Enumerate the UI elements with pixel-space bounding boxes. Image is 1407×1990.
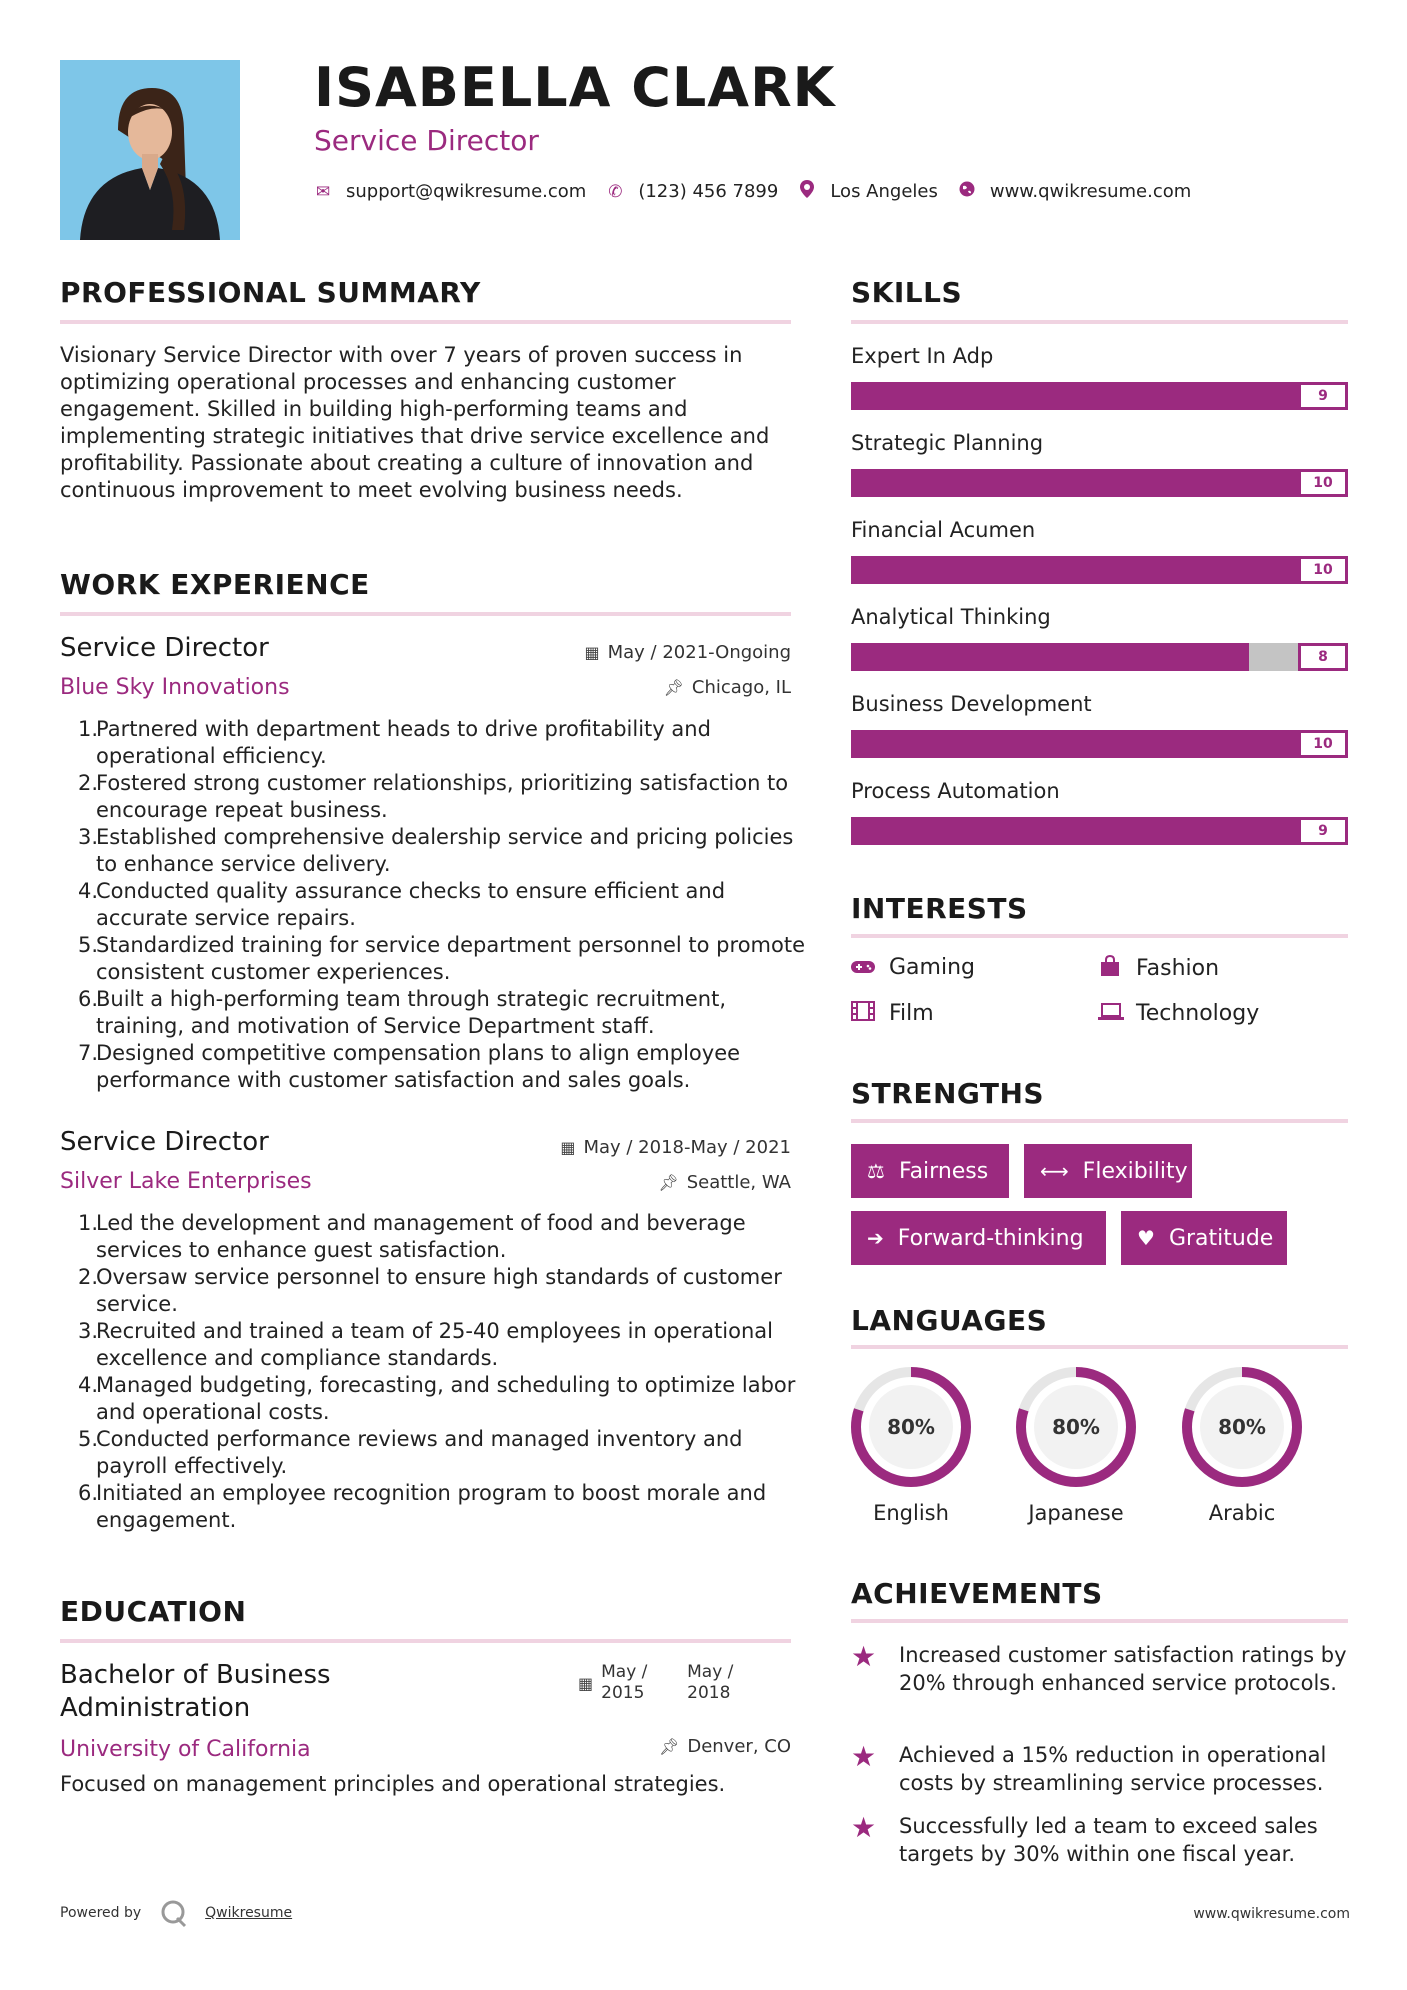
skill-bar [851, 469, 1348, 497]
contact-email-text: support@qwikresume.com [346, 181, 587, 202]
list-item: Recruited and trained a team of 25-40 employees in operational excellence and compliance standards. [96, 1319, 773, 1370]
job-dates [585, 642, 792, 663]
language-name: English [873, 1501, 949, 1525]
list-item: Built a high-performing team through strategic recruitment, training, and motivation of Service Department staff. [96, 987, 726, 1038]
qwikresume-logo-icon [159, 1898, 189, 1928]
skill-level-badge: 10 [1298, 556, 1348, 584]
powered-by-text: Powered by [60, 1905, 142, 1921]
skills-heading: SKILLS [851, 276, 963, 309]
arrows-horizontal-icon: ⟷ [1040, 1159, 1069, 1183]
language-ring [1180, 1365, 1304, 1489]
edu-start [601, 1662, 687, 1704]
job-title: Service Director [60, 633, 269, 663]
list-item: Designed competitive compensation plans to align employee performance with customer satisfaction and sales goals. [96, 1041, 741, 1092]
language-name: Arabic [1208, 1501, 1276, 1525]
job-bullets [78, 1210, 818, 1534]
interest-label: Technology [1136, 1001, 1260, 1026]
contact-phone[interactable] [606, 181, 778, 202]
profile-photo [60, 60, 240, 240]
list-item: Conducted performance reviews and managed inventory and payroll effectively. [96, 1427, 743, 1478]
experience-heading: WORK EXPERIENCE [60, 568, 370, 601]
pin-icon: 📌︎ [659, 1737, 680, 1756]
skill-label: Financial Acumen [851, 518, 1036, 542]
language-ring [849, 1365, 973, 1489]
edu-location [659, 1736, 791, 1757]
edu-dates [578, 1662, 747, 1704]
language-percent: 80% [1052, 1415, 1100, 1439]
star-icon: ★ [851, 1740, 877, 1773]
interest-fashion [1098, 955, 1219, 982]
job-bullets [78, 716, 818, 1094]
school-name: University of California [60, 1737, 311, 1762]
list-item: Established comprehensive dealership service and pricing policies to enhance service delivery. [96, 825, 794, 876]
edu-end-year: 2018 [687, 1683, 731, 1703]
list-item: Fostered strong customer relationships, prioritizing satisfaction to encourage repeat business. [96, 771, 789, 822]
skill-bar [851, 556, 1348, 584]
envelope-icon: ✉ [315, 181, 331, 202]
job-dates-text: May / 2021-Ongoing [607, 642, 791, 663]
strength-label: Forward-thinking [897, 1225, 1084, 1251]
contact-phone-text: (123) 456 7899 [638, 181, 779, 202]
achievement-text: Increased customer satisfaction ratings by 20% through enhanced service protocols. [899, 1643, 1347, 1695]
strength-label: Fairness [898, 1158, 989, 1184]
summary-text: Visionary Service Director with over 7 years of proven success in optimizing operational processes and enhancing customer engagement. Skilled in building high-performing teams and implementing strategic initiatives that drive service excellence and profitability. Passionate about creating a culture of innovation and continuous improvement to meet evolving business needs. [60, 343, 770, 502]
edu-end-month: May / [687, 1662, 734, 1682]
skill-label: Expert In Adp [851, 344, 994, 368]
skill-level-badge: 8 [1298, 643, 1348, 671]
strength-label: Flexibility [1082, 1158, 1188, 1184]
edu-location-text: Denver, CO [687, 1736, 791, 1757]
job-location-text: Seattle, WA [686, 1172, 791, 1193]
achievement-item [851, 1641, 1351, 1697]
map-marker-icon [798, 180, 816, 203]
job-dates-text: May / 2018-May / 2021 [583, 1137, 791, 1158]
strength-tag-forward-thinking [851, 1211, 1106, 1265]
education-divider [60, 1639, 791, 1643]
skill-level-badge: 10 [1298, 730, 1348, 758]
edu-start-month: May / [601, 1662, 648, 1682]
edu-description: Focused on management principles and operational strategies. [60, 1772, 726, 1796]
brand-link[interactable]: Qwikresume [205, 1905, 293, 1921]
list-item: Partnered with department heads to drive profitability and operational efficiency. [96, 717, 711, 768]
strengths-heading: STRENGTHS [851, 1077, 1045, 1110]
job-dates [560, 1137, 791, 1158]
contact-bar [314, 180, 1211, 203]
film-icon [851, 1001, 875, 1026]
footer-powered-by [60, 1898, 292, 1928]
summary-heading: PROFESSIONAL SUMMARY [60, 276, 481, 309]
edu-end [687, 1662, 747, 1704]
globe-icon [958, 181, 976, 202]
achievement-text: Achieved a 15% reduction in operational costs by streamlining service processes. [899, 1743, 1327, 1795]
strength-label: Gratitude [1168, 1225, 1274, 1251]
experience-divider [60, 612, 791, 616]
pin-icon: 📌︎ [658, 1173, 679, 1192]
achievements-divider [851, 1619, 1348, 1623]
contact-email[interactable] [314, 181, 586, 202]
interest-label: Gaming [889, 955, 975, 980]
interests-heading: INTERESTS [851, 892, 1028, 925]
skill-bar [851, 817, 1348, 845]
skill-bar-fill [851, 730, 1348, 758]
strength-tag-gratitude [1121, 1211, 1287, 1265]
languages-divider [851, 1345, 1348, 1349]
list-item: Led the development and management of food and beverage services to enhance guest satisfaction. [96, 1211, 746, 1262]
language-name: Japanese [1028, 1501, 1124, 1525]
laptop-icon [1098, 1002, 1122, 1026]
skill-level-badge: 9 [1298, 817, 1348, 845]
skill-label: Strategic Planning [851, 431, 1044, 455]
candidate-name: ISABELLA CLARK [314, 56, 836, 119]
gamepad-icon [851, 956, 875, 980]
education-heading: EDUCATION [60, 1595, 247, 1628]
strength-tag-flexibility [1024, 1144, 1192, 1198]
phone-icon: ✆ [608, 181, 623, 202]
list-item: Oversaw service personnel to ensure high standards of customer service. [96, 1265, 782, 1316]
language-ring [1014, 1365, 1138, 1489]
interest-label: Film [889, 1001, 934, 1026]
language-percent: 80% [1218, 1415, 1266, 1439]
edu-start-year: 2015 [601, 1683, 645, 1703]
list-item: Standardized training for service department personnel to promote consistent customer experiences. [96, 933, 805, 984]
skill-level-badge: 9 [1298, 382, 1348, 410]
strengths-divider [851, 1119, 1348, 1123]
language-percent: 80% [887, 1415, 935, 1439]
company-name: Blue Sky Innovations [60, 675, 290, 700]
shopping-bag-icon [1098, 955, 1122, 982]
achievements-heading: ACHIEVEMENTS [851, 1577, 1103, 1610]
language-item [849, 1365, 973, 1525]
contact-location [798, 180, 938, 203]
skill-bar-fill [851, 643, 1249, 671]
skill-bar-fill [851, 469, 1348, 497]
calendar-icon: ▦ [584, 643, 600, 662]
skill-label: Process Automation [851, 779, 1060, 803]
job-title: Service Director [60, 1127, 269, 1157]
calendar-icon: ▦ [560, 1138, 576, 1157]
language-item [1014, 1365, 1138, 1525]
skills-divider [851, 320, 1348, 324]
summary-divider [60, 320, 791, 324]
interest-label: Fashion [1136, 956, 1220, 981]
achievement-item [851, 1812, 1351, 1868]
job-location [664, 677, 791, 698]
company-name: Silver Lake Enterprises [60, 1169, 312, 1194]
interests-divider [851, 934, 1348, 938]
interest-film [851, 1001, 934, 1026]
arrow-right-icon: ➔ [867, 1226, 884, 1250]
calendar-icon: ▦ [578, 1673, 594, 1693]
skill-label: Business Development [851, 692, 1092, 716]
list-item: Initiated an employee recognition program to boost morale and engagement. [96, 1481, 767, 1532]
skill-bar [851, 643, 1348, 671]
job-location [658, 1172, 791, 1193]
star-icon: ★ [851, 1811, 877, 1844]
star-icon: ★ [851, 1640, 877, 1673]
pin-icon: 📌︎ [663, 678, 684, 697]
achievement-item [851, 1741, 1351, 1797]
interest-technology [1098, 1001, 1259, 1026]
strength-tag-fairness [851, 1144, 1009, 1198]
contact-website-text: www.qwikresume.com [989, 181, 1192, 202]
language-item [1180, 1365, 1304, 1525]
list-item: Managed budgeting, forecasting, and scheduling to optimize labor and operational costs. [96, 1373, 796, 1424]
skill-label: Analytical Thinking [851, 605, 1051, 629]
interest-gaming [851, 955, 975, 980]
balance-scale-icon: ⚖ [867, 1159, 885, 1183]
achievement-text: Successfully led a team to exceed sales targets by 30% within one fiscal year. [899, 1814, 1318, 1866]
skill-level-badge: 10 [1298, 469, 1348, 497]
languages-heading: LANGUAGES [851, 1304, 1048, 1337]
job-location-text: Chicago, IL [691, 677, 791, 698]
skill-bar [851, 730, 1348, 758]
heart-icon: ♥ [1137, 1226, 1155, 1250]
degree-line-2: Administration [60, 1693, 251, 1723]
candidate-role: Service Director [314, 124, 539, 157]
skill-bar-fill [851, 556, 1348, 584]
skill-bar [851, 382, 1348, 410]
contact-website[interactable] [958, 181, 1191, 202]
skill-bar-fill [851, 382, 1298, 410]
list-item: Conducted quality assurance checks to ensure efficient and accurate service repairs. [96, 879, 726, 930]
contact-location-text: Los Angeles [830, 181, 938, 202]
degree-line-1: Bachelor of Business [60, 1660, 331, 1690]
footer-url[interactable]: www.qwikresume.com [1193, 1906, 1350, 1922]
skill-bar-fill [851, 817, 1298, 845]
